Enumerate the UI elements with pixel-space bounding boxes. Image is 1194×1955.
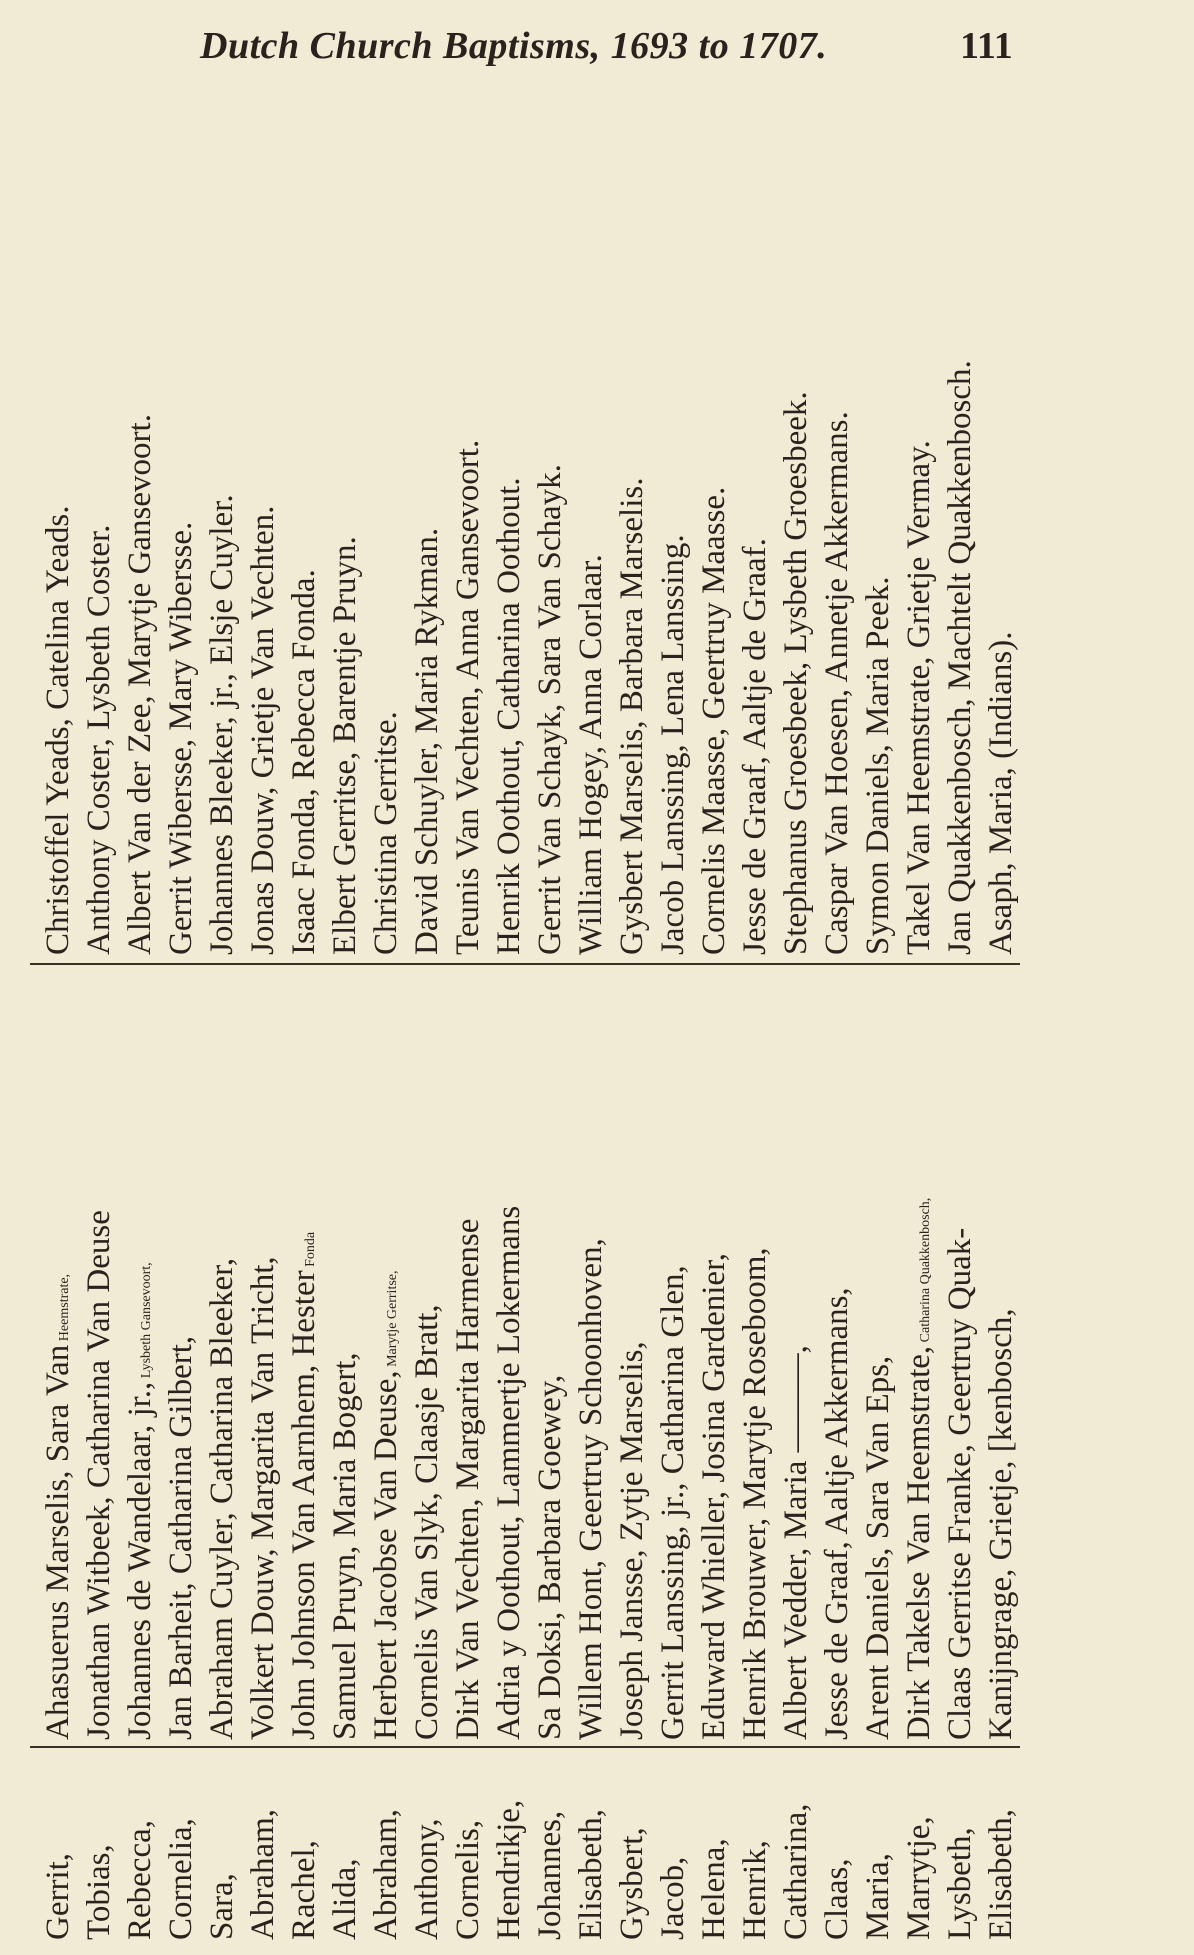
parents-text: Dirk Van Vechten, Margarita Harmense	[450, 1218, 486, 1740]
child-name: Rebecca,	[122, 1820, 158, 1940]
register-row	[612, 55, 653, 1940]
parents-text: Jonathan Witbeek, Catharina Van Deuse	[81, 1210, 117, 1740]
parents-names	[940, 980, 981, 1740]
parents-text: Johannes de Wandelaar, jr.,	[122, 1381, 158, 1740]
parents-text: Henrik Brouwer, Marytje Roseboom,	[737, 1247, 773, 1740]
parents-text: Ahasuerus Marselis, Sara Van	[40, 1344, 76, 1740]
sponsors-names: David Schuyler, Maria Rykman.	[409, 527, 445, 955]
child-name: Anthony,	[409, 1818, 445, 1940]
child-name: Elisabeth,	[983, 1808, 1019, 1940]
child-name: Tobias,	[81, 1844, 117, 1940]
sponsors-names: Albert Van der Zee, Marytje Gansevoort.	[122, 414, 158, 955]
register-row	[161, 55, 202, 1940]
register-row	[38, 55, 79, 1940]
sponsors-names: Takel Van Heemstrate, Grietje Vermay.	[901, 440, 937, 955]
child-name: Cornelia,	[163, 1818, 199, 1940]
parents-text: Herbert Jacobse Van Deuse,	[368, 1370, 404, 1740]
parents-text: Sa Doksi, Barbara Goewey,	[532, 1374, 568, 1740]
parents-names	[694, 980, 735, 1740]
parents-names	[530, 980, 571, 1740]
parents-names	[243, 980, 284, 1740]
sponsors-names: Gerrit Van Schayk, Sara Van Schayk.	[532, 464, 568, 955]
register-row	[448, 55, 489, 1940]
parents-text: Kanijngrage, Grietje, [kenbosch,	[983, 1308, 1019, 1740]
child-name: Sara,	[204, 1873, 240, 1940]
sponsors-names: William Hogey, Anna Corlaar.	[573, 554, 609, 955]
parents-names	[284, 980, 331, 1740]
parents-names	[612, 980, 653, 1740]
child-name: Alida,	[327, 1858, 363, 1940]
register-row	[653, 55, 694, 1940]
child-name: Lysbeth,	[942, 1827, 978, 1940]
sponsors-names: Asaph, Maria, (Indians).	[983, 631, 1019, 955]
register-row	[981, 55, 1022, 1940]
parents-text: Samuel Pruyn, Maria Bogert,	[327, 1352, 363, 1740]
sponsors-names: Isaac Fonda, Rebecca Fonda.	[286, 569, 322, 955]
parents-names	[38, 980, 85, 1740]
parents-text: Cornelis Van Slyk, Claasje Bratt,	[409, 1304, 445, 1740]
register-row	[284, 55, 325, 1940]
parents-names	[776, 980, 817, 1740]
register-row	[571, 55, 612, 1940]
sponsors-names: Cornelis Maasse, Geertruy Maasse.	[696, 486, 732, 955]
sponsors-names: Jesse de Graaf, Aaltje de Graaf.	[737, 538, 773, 955]
child-name: Gerrit,	[40, 1852, 76, 1940]
parents-names	[653, 980, 694, 1740]
child-name: Johannes,	[532, 1810, 568, 1940]
sponsors-names: Jacob Lanssing, Lena Lanssing.	[655, 534, 691, 955]
parents-names	[981, 980, 1022, 1740]
sponsors-names: Johannes Bleeker, jr., Elsje Cuyler.	[204, 494, 240, 955]
child-name: Henrik,	[737, 1840, 773, 1940]
child-name: Gysbert,	[614, 1827, 650, 1940]
parents-names	[899, 980, 946, 1740]
parents-text: Adria y Oothout, Lammertje Lokermans	[491, 1205, 527, 1740]
register-row	[79, 55, 120, 1940]
parents-text: Gerrit Lanssing, jr., Catharina Glen,	[655, 1265, 691, 1740]
parents-text: Joseph Jansse, Zytje Marselis,	[614, 1341, 650, 1740]
register-row	[858, 55, 899, 1940]
child-name: Cornelis,	[450, 1819, 486, 1940]
parents-note: Catharina Quakkenbosch,	[918, 1197, 933, 1346]
sponsors-names: Jonas Douw, Grietje Van Vechten.	[245, 505, 281, 955]
parents-names	[120, 980, 167, 1740]
child-name: Claas,	[819, 1858, 855, 1940]
register-row	[120, 55, 161, 1940]
parents-text: John Johnson Van Aarnhem, Hester	[286, 1270, 322, 1740]
register-row	[735, 55, 776, 1940]
parents-note: Fonda	[303, 1231, 318, 1271]
parents-names	[202, 980, 243, 1740]
parents-names	[489, 980, 530, 1740]
child-name: Abraham,	[368, 1808, 404, 1940]
register-row	[366, 55, 407, 1940]
sponsors-names: Teunis Van Vechten, Anna Gansevoort.	[450, 439, 486, 955]
parents-names	[858, 980, 899, 1740]
register-row	[530, 55, 571, 1940]
parents-note: Heemstrate,	[57, 1273, 72, 1345]
parents-names	[571, 980, 612, 1740]
register-row	[899, 55, 940, 1940]
parents-text: Abraham Cuyler, Catharina Bleeker,	[204, 1257, 240, 1740]
parents-text: Jesse de Graaf, Aaltje Akkermans,	[819, 1287, 855, 1740]
parents-names	[366, 980, 413, 1740]
parents-names	[161, 980, 202, 1740]
register-row	[325, 55, 366, 1940]
child-name: Marrytje,	[901, 1816, 937, 1940]
parents-names	[735, 980, 776, 1740]
parents-names	[407, 980, 448, 1740]
child-name: Helena,	[696, 1838, 732, 1940]
sponsors-names: Henrik Oothout, Catharina Oothout.	[491, 477, 527, 955]
running-title: Dutch Church Baptisms, 1693 to 1707.	[200, 25, 828, 67]
child-name: Abraham,	[245, 1808, 281, 1940]
sponsors-names: Caspar Van Hoesen, Annetje Akkermans.	[819, 411, 855, 955]
register-row	[489, 55, 530, 1940]
child-name: Jacob,	[655, 1856, 691, 1940]
parents-text: Willem Hont, Geertruy Schoonhoven,	[573, 1238, 609, 1740]
child-name: Maria,	[860, 1852, 896, 1940]
parents-names	[448, 980, 489, 1740]
parents-text: Claas Gerritse Franke, Geertruy Quak-	[942, 1227, 978, 1740]
sponsors-names: Jan Quakkenbosch, Machtelt Quakkenbosch.	[942, 360, 978, 955]
child-name: Rachel,	[286, 1840, 322, 1940]
register-row	[776, 55, 817, 1940]
sponsors-names: Anthony Coster, Lysbeth Coster.	[81, 524, 117, 955]
parents-text: Jan Barheit, Catharina Gilbert,	[163, 1335, 199, 1740]
register-row	[407, 55, 448, 1940]
parents-text: Dirk Takelse Van Heemstrate,	[901, 1345, 937, 1740]
register-row	[202, 55, 243, 1940]
sponsors-names: Christina Gerritse.	[368, 711, 404, 955]
sponsors-names: Gysbert Marselis, Barbara Marselis.	[614, 477, 650, 955]
sponsors-names: Symon Daniels, Maria Peek.	[860, 576, 896, 955]
child-name: Elisabeth,	[573, 1808, 609, 1940]
parents-names	[817, 980, 858, 1740]
parents-text: Volkert Douw, Margarita Van Tricht,	[245, 1256, 281, 1740]
register-row	[694, 55, 735, 1940]
sponsors-names: Elbert Gerritse, Barentje Pruyn.	[327, 536, 363, 955]
register-row	[817, 55, 858, 1940]
child-name: Catharina,	[778, 1803, 814, 1940]
sponsors-names: Gerrit Wibersse, Mary Wibersse.	[163, 521, 199, 955]
parents-text: Eduward Whieller, Josina Gardenier,	[696, 1253, 732, 1740]
register-row	[940, 55, 981, 1940]
page-number: 111	[960, 25, 1013, 67]
register-row	[243, 55, 284, 1940]
sponsors-names: Stephanus Groesbeek, Lysbeth Groesbeek.	[778, 391, 814, 955]
sponsors-names: Christoffel Yeads, Catelina Yeads.	[40, 505, 76, 955]
parents-note: Lysbeth Gansevoort,	[139, 1262, 154, 1382]
parents-text: Albert Vedder, Maria ———,	[778, 1345, 814, 1740]
parents-note: Marytje Gerritse,	[385, 1270, 400, 1371]
child-name: Hendrikje,	[491, 1799, 527, 1940]
parents-names	[79, 980, 120, 1740]
baptism-register-table	[30, 55, 1020, 1940]
parents-names	[325, 980, 366, 1740]
parents-text: Arent Daniels, Sara Van Eps,	[860, 1355, 896, 1740]
